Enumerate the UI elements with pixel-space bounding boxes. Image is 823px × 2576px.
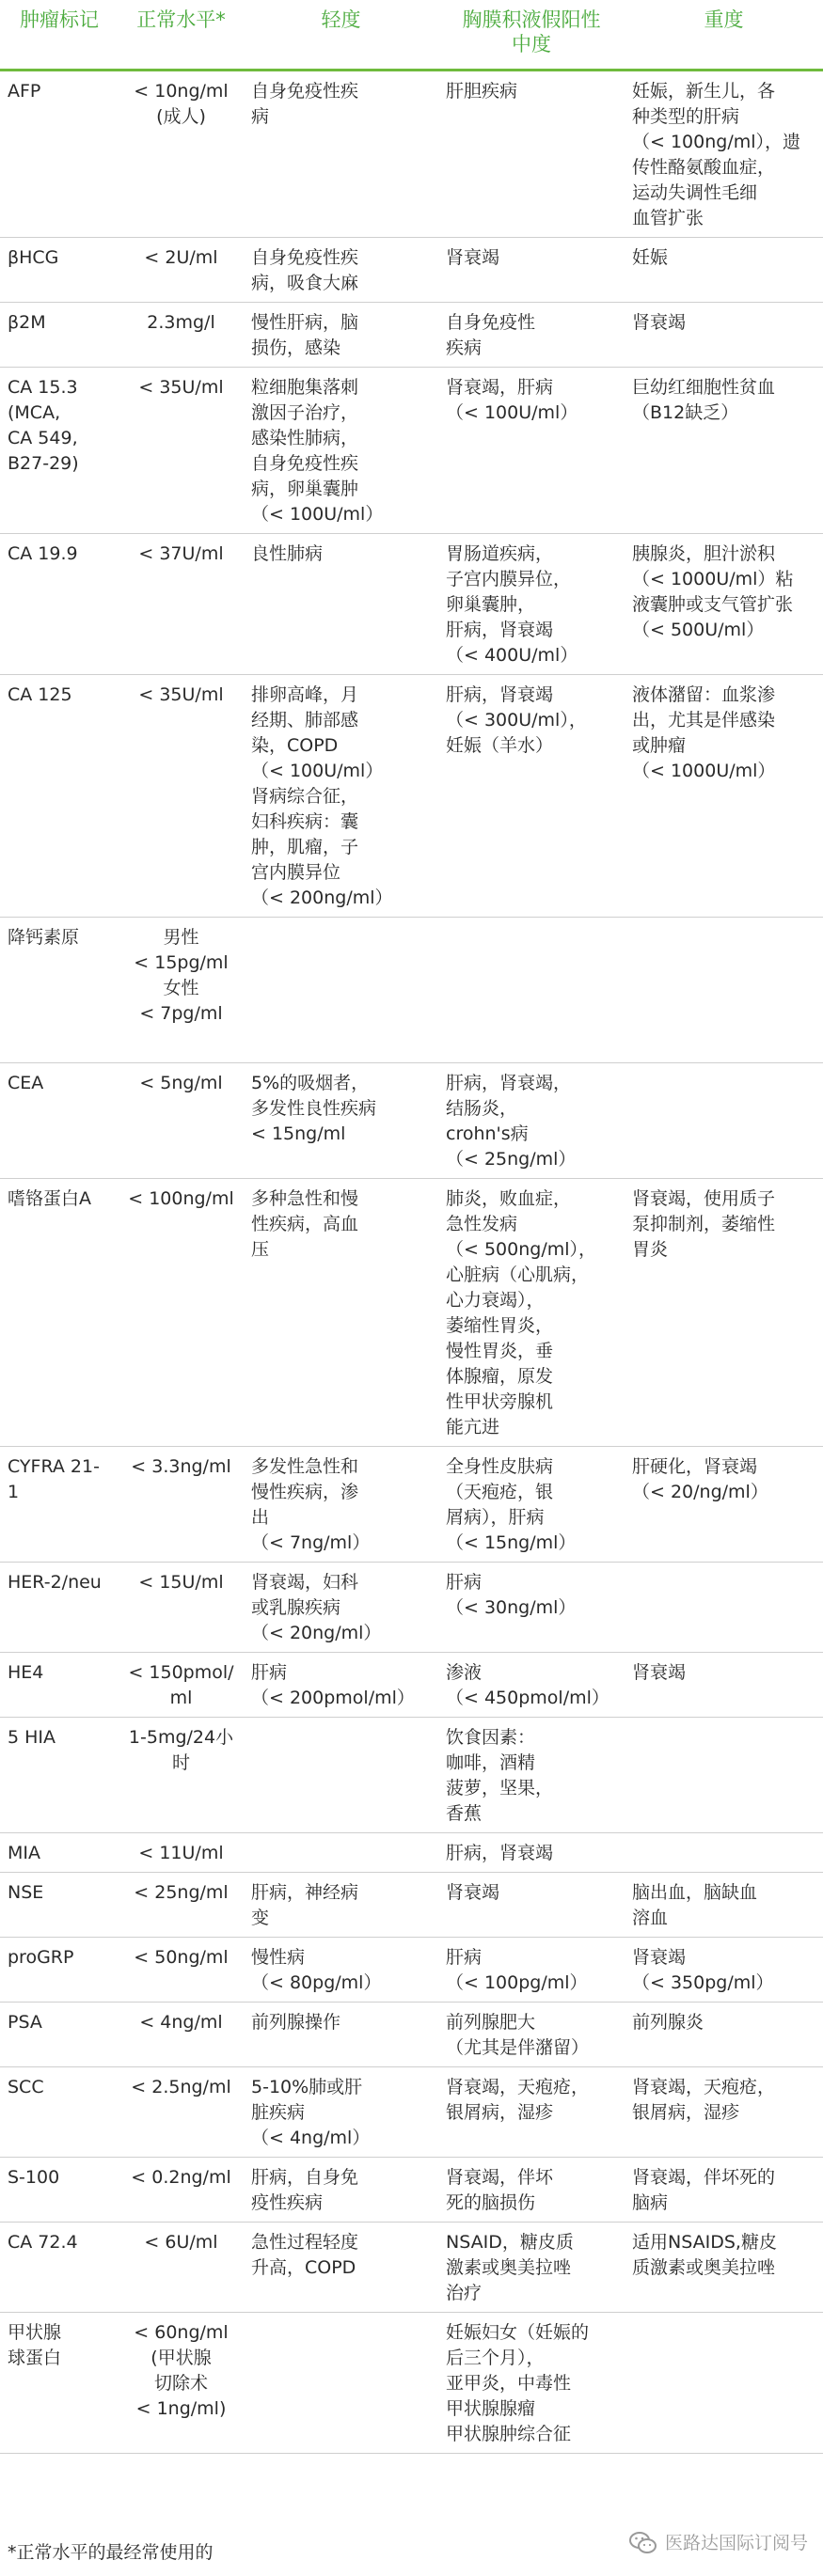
cell-moderate: NSAID，糖皮质 激素或奥美拉唑 治疗 <box>446 2231 574 2303</box>
cell-mild: 肝病，自身免 疫性疾病 <box>251 2166 359 2213</box>
watermark <box>629 2529 808 2557</box>
table-row <box>0 1062 823 1178</box>
cell-severe: 妊娠，新生儿，各 种类型的肝病 （< 100ng/ml），遗 传性酪氨酸血症， 运动失调性毛细 血管扩张 <box>632 80 801 228</box>
cell-marker: 甲状腺 球蛋白 <box>8 2321 62 2368</box>
header-marker: 肿瘤标记 <box>20 8 99 31</box>
cell-marker: CA 125 <box>8 683 72 705</box>
cell-severe: 巨幼红细胞性贫血 （B12缺乏） <box>632 376 776 423</box>
cell-severe <box>625 1062 823 1178</box>
cell-severe: 适用NSAIDS,糖皮 质激素或奥美拉唑 <box>632 2231 777 2278</box>
cell-normal: 2.3mg/l <box>147 311 215 333</box>
cell-normal: < 150pmol/ml <box>128 1661 234 1708</box>
table-row <box>0 2066 823 2157</box>
cell-severe: 妊娠 <box>632 246 669 268</box>
cell-mild: 自身免疫性疾 病，吸食大麻 <box>251 246 359 293</box>
cell-marker: CYFRA 21-1 <box>8 1455 100 1502</box>
table-row <box>0 2157 823 2222</box>
cell-mild: 急性过程轻度 升高，COPD <box>251 2231 359 2278</box>
cell-mild: 慢性病 （< 80pg/ml） <box>251 1946 382 1993</box>
cell-severe <box>625 2312 823 2453</box>
header-severe: 重度 <box>704 8 744 31</box>
cell-mild <box>244 1717 438 1832</box>
cell-mild: 多种急性和慢 性疾病，高血 压 <box>251 1187 359 1260</box>
cell-mild <box>244 2312 438 2453</box>
cell-severe: 肾衰竭 <box>632 1661 687 1683</box>
cell-marker: 5 HIA <box>8 1726 56 1748</box>
cell-normal: < 0.2ng/ml <box>131 2166 231 2188</box>
cell-mild: 5-10%肺或肝 脏疾病 （< 4ng/ml） <box>251 2076 371 2148</box>
cell-mild <box>244 917 438 1062</box>
cell-moderate: 胃肠道疾病， 子宫内膜异位， 卵巢囊肿， 肝病，肾衰竭 （< 400U/ml） <box>446 542 578 666</box>
cell-moderate: 肾衰竭 <box>446 246 500 268</box>
table-row <box>0 674 823 917</box>
cell-marker: proGRP <box>8 1946 74 1968</box>
cell-mild: 肝病，神经病 变 <box>251 1881 359 1928</box>
cell-moderate: 肝病，肾衰竭 <box>446 1842 554 1863</box>
cell-mild: 慢性肝病，脑 损伤，感染 <box>251 311 359 358</box>
cell-marker: S-100 <box>8 2166 60 2188</box>
cell-marker: NSE <box>8 1881 44 1903</box>
cell-normal: < 35U/ml <box>138 376 224 398</box>
cell-normal: < 4ng/ml <box>139 2011 223 2033</box>
table-row <box>0 2312 823 2453</box>
cell-normal: < 50ng/ml <box>134 1946 229 1968</box>
cell-severe: 胰腺炎，胆汁淤积 （< 1000U/ml）粘 液囊肿或支气管扩张 （< 500U/ml） <box>632 542 794 640</box>
table-row <box>0 1446 823 1562</box>
cell-normal: 男性 < 15pg/ml 女性 < 7pg/ml <box>134 926 229 1024</box>
wechat-logo-icon <box>629 2531 657 2555</box>
cell-normal: < 5ng/ml <box>139 1072 223 1093</box>
cell-mild: 多发性急性和 慢性疾病，渗 出 （< 7ng/ml） <box>251 1455 371 1553</box>
cell-normal: < 11U/ml <box>138 1842 224 1863</box>
cell-marker: βHCG <box>8 246 59 268</box>
cell-marker: 降钙素原 <box>8 926 80 948</box>
cell-normal: < 37U/ml <box>138 542 224 564</box>
table-row <box>0 237 823 302</box>
cell-normal: < 2U/ml <box>144 246 218 268</box>
cell-mild: 前列腺操作 <box>251 2011 341 2033</box>
cell-marker: MIA <box>8 1842 40 1863</box>
cell-moderate: 饮食因素： 咖啡，酒精 菠萝，坚果， 香蕉 <box>446 1726 554 1824</box>
cell-marker: CEA <box>8 1072 44 1093</box>
cell-marker: SCC <box>8 2076 44 2097</box>
cell-moderate: 肾衰竭，伴坏 死的脑损伤 <box>446 2166 554 2213</box>
table-row <box>0 2002 823 2066</box>
table-row <box>0 302 823 367</box>
cell-marker: CA 19.9 <box>8 542 78 564</box>
cell-severe: 肾衰竭 （< 350pg/ml） <box>632 1946 774 1993</box>
cell-marker: 嗜铬蛋白A <box>8 1187 91 1209</box>
table-row <box>0 1872 823 1937</box>
cell-severe: 前列腺炎 <box>632 2011 704 2033</box>
cell-normal: < 100ng/ml <box>128 1187 234 1209</box>
cell-moderate: 渗液 （< 450pmol/ml） <box>446 1661 609 1708</box>
cell-marker: HE4 <box>8 1661 44 1683</box>
table-row <box>0 367 823 533</box>
cell-mild: 自身免疫性疾 病 <box>251 80 359 127</box>
cell-severe: 脑出血，脑缺血 溶血 <box>632 1881 758 1928</box>
cell-mild: 5%的吸烟者， 多发性良性疾病 < 15ng/ml <box>251 1072 377 1144</box>
cell-moderate: 肺炎，败血症， 急性发病 （< 500ng/ml）， 心脏病（心肌病， 心力衰竭）， 萎缩性胃炎， 慢性胃炎，垂 体腺瘤，原发 性甲状旁腺机 能亢进 <box>446 1187 597 1437</box>
cell-normal: < 15U/ml <box>138 1571 224 1593</box>
cell-moderate: 全身性皮肤病 （天疱疮，银 屑病），肝病 （< 15ng/ml） <box>446 1455 577 1553</box>
cell-marker: CA 15.3 (MCA, CA 549, B27-29) <box>8 376 79 474</box>
cell-moderate: 肾衰竭 <box>446 1881 500 1903</box>
cell-severe: 肾衰竭 <box>632 311 687 333</box>
cell-mild: 肝病 （< 200pmol/ml） <box>251 1661 415 1708</box>
cell-moderate: 肾衰竭，肝病 （< 100U/ml） <box>446 376 578 423</box>
table-row <box>0 2222 823 2312</box>
cell-moderate: 肝病 （< 100pg/ml） <box>446 1946 588 1993</box>
cell-moderate: 妊娠妇女（妊娠的 后三个月）， 亚甲炎，中毒性 甲状腺腺瘤 甲状腺肿综合征 <box>446 2321 590 2444</box>
cell-normal: < 2.5ng/ml <box>131 2076 231 2097</box>
cell-moderate: 肝病，肾衰竭 （< 300U/ml）， 妊娠（羊水） <box>446 683 587 756</box>
footnote: *正常水平的最经常使用的 <box>8 2542 214 2563</box>
cell-moderate: 肝病 （< 30ng/ml） <box>446 1571 577 1618</box>
cell-marker: HER-2/neu <box>8 1571 102 1593</box>
cell-severe: 肾衰竭，天疱疮， 银屑病，湿疹 <box>632 2076 776 2123</box>
cell-severe <box>625 1832 823 1872</box>
table-row <box>0 1832 823 1872</box>
cell-normal: < 10ng/ml (成人) <box>134 80 229 127</box>
cell-mild: 肾衰竭，妇科 或乳腺疾病 （< 20ng/ml） <box>251 1571 382 1643</box>
cell-normal: < 60ng/ml (甲状腺 切除术 < 1ng/ml) <box>134 2321 229 2419</box>
cell-severe <box>625 1717 823 1832</box>
header-moderate: 胸膜积液假阳性 中度 <box>462 8 601 55</box>
cell-severe: 肾衰竭，伴坏死的 脑病 <box>632 2166 776 2213</box>
cell-mild: 良性肺病 <box>251 542 324 564</box>
cell-moderate: 自身免疫性 疾病 <box>446 311 536 358</box>
header-mild: 轻度 <box>321 8 361 31</box>
cell-mild: 排卵高峰，月 经期、肺部感 染，COPD （< 100U/ml） 肾病综合征， 妇科疾病：囊 肿，肌瘤，子 宫内膜异位 （< 200ng/ml） <box>251 683 393 908</box>
cell-moderate: 肝病，肾衰竭， 结肠炎， crohn's病 （< 25ng/ml） <box>446 1072 577 1170</box>
cell-marker: β2M <box>8 311 46 333</box>
table-row <box>0 1178 823 1446</box>
cell-severe: 肝硬化，肾衰竭 （< 20/ng/ml） <box>632 1455 768 1502</box>
cell-severe: 肾衰竭，使用质子 泵抑制剂，萎缩性 胃炎 <box>632 1187 776 1260</box>
table-row <box>0 1937 823 2002</box>
cell-normal: < 25ng/ml <box>134 1881 229 1903</box>
table-row <box>0 1562 823 1652</box>
table-row <box>0 1652 823 1717</box>
cell-moderate: 前列腺肥大 （尤其是伴潴留） <box>446 2011 590 2058</box>
cell-severe <box>625 1562 823 1652</box>
table-row <box>0 533 823 674</box>
watermark-text: 医路达国际订阅号 <box>664 2533 808 2553</box>
table-row <box>0 917 823 1062</box>
cell-moderate: 肝胆疾病 <box>446 80 518 102</box>
cell-moderate <box>438 917 625 1062</box>
cell-normal: < 35U/ml <box>138 683 224 705</box>
cell-mild <box>244 1832 438 1872</box>
table-row <box>0 70 823 237</box>
cell-marker: CA 72.4 <box>8 2231 78 2253</box>
cell-normal: < 3.3ng/ml <box>131 1455 231 1477</box>
cell-normal: 1-5mg/24小时 <box>128 1726 234 1773</box>
cell-mild: 粒细胞集落刺 激因子治疗， 感染性肺病， 自身免疫性疾 病，卵巢囊肿 （< 100U/ml） <box>251 376 384 525</box>
header-row <box>0 0 823 70</box>
cell-moderate: 肾衰竭，天疱疮， 银屑病，湿疹 <box>446 2076 590 2123</box>
table-row <box>0 1717 823 1832</box>
header-normal: 正常水平* <box>136 8 226 31</box>
cell-marker: AFP <box>8 80 41 102</box>
cell-severe: 液体潴留：血浆渗 出，尤其是伴感染 或肿瘤 （< 1000U/ml） <box>632 683 776 781</box>
cell-marker: PSA <box>8 2011 42 2033</box>
cell-normal: < 6U/ml <box>144 2231 218 2253</box>
cell-severe <box>625 917 823 1062</box>
